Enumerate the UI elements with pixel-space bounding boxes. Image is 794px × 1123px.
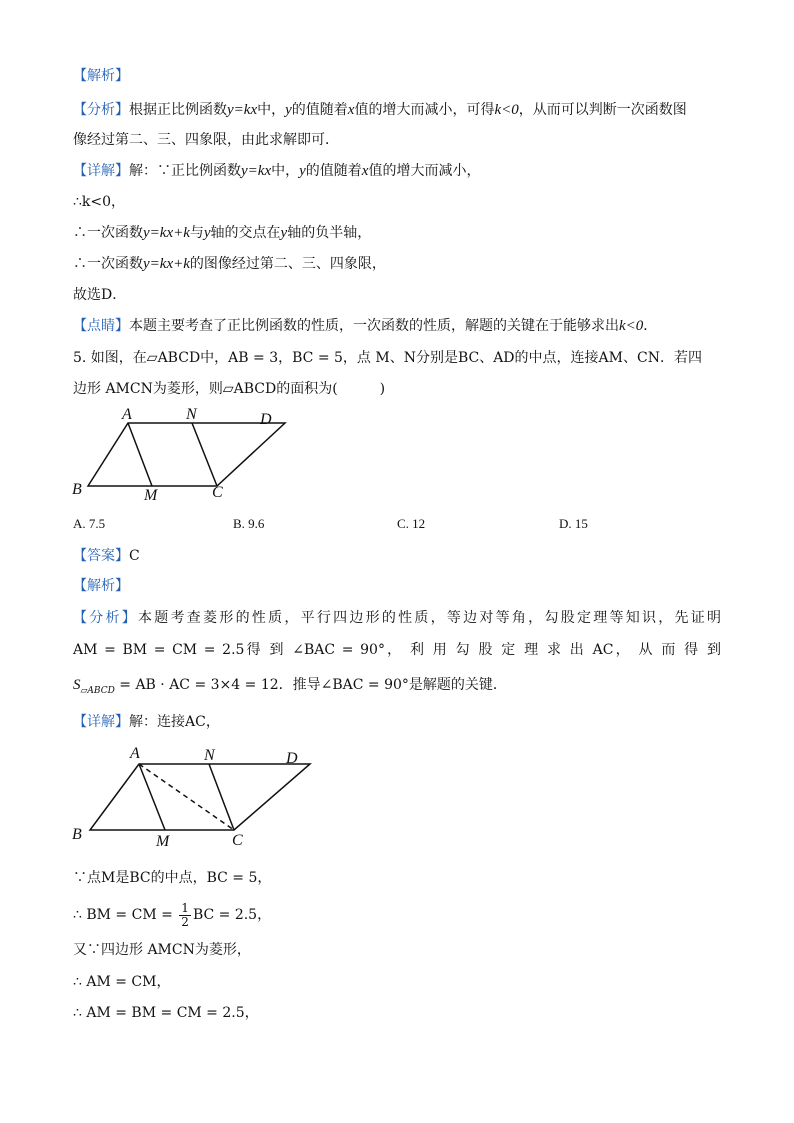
q5-fenxi-line3 <box>73 675 507 701</box>
text: 解：连接AC， <box>129 714 220 730</box>
label-C: C <box>232 832 243 849</box>
q4-dianjing <box>73 316 657 336</box>
text: ∴一次函数 <box>73 256 143 272</box>
text: 轴的负半轴， <box>287 225 372 241</box>
math: y <box>203 225 211 241</box>
math: k<0 <box>494 102 519 118</box>
text: ∴ BM = CM = <box>73 907 178 923</box>
q5-stem-line1: 5. 如图，在▱ABCD中，AB = 3，BC = 5，点 M、N分别是BC、AD的中点，连接AM、CN．若四 <box>73 350 702 366</box>
q5-answer <box>73 546 140 566</box>
math: y <box>299 163 306 179</box>
text: 的图像经过第二、三、四象限， <box>189 256 386 272</box>
label-B: B <box>72 481 82 498</box>
text: BC = 2.5， <box>192 907 272 923</box>
math: y=kx+k <box>143 225 190 241</box>
dianjing-tag: 【点睛】 <box>73 318 129 334</box>
q5-s1: ∵点M是BC的中点，BC = 5， <box>73 870 272 886</box>
text: 中， <box>271 163 300 179</box>
option-letter: D. <box>559 516 572 531</box>
q4-fenxi-line1 <box>73 100 687 120</box>
label-D: D <box>286 750 298 767</box>
parallelogram-figure-1 <box>60 402 290 507</box>
label-C: C <box>212 484 223 501</box>
math-subscript: ▱ABCD <box>80 685 115 696</box>
option-value: 9.6 <box>248 516 265 531</box>
jiexi-heading: 【解析】 <box>73 68 129 84</box>
math: S <box>73 677 81 693</box>
label-N: N <box>204 747 215 764</box>
label-B: B <box>72 826 82 843</box>
option-c[interactable] <box>397 516 425 532</box>
q4-fenxi-line2: 像经过第二、三、四象限，由此求解即可． <box>73 132 339 148</box>
text: 根据正比例函数 <box>129 102 227 118</box>
option-letter: A. <box>73 516 86 531</box>
math: x <box>347 102 355 118</box>
math: x <box>361 163 369 179</box>
text: 值的增大而减小， <box>368 163 481 179</box>
option-value: 7.5 <box>88 516 106 531</box>
text: ． <box>643 318 658 334</box>
label-M: M <box>156 833 170 850</box>
q5-fenxi-line2: AM = BM = CM = 2.5得 到 ∠BAC = 90°， 利 用 勾 股 定 理 求 出 AC， 从 而 得 到 <box>73 642 721 658</box>
answer-value: C <box>129 548 140 564</box>
label-A: A <box>122 406 132 423</box>
xiangjie-tag: 【详解】 <box>73 714 129 730</box>
math: y=kx+k <box>143 256 190 272</box>
math: y=kx <box>241 163 272 179</box>
q5-s5: ∴ AM = BM = CM = 2.5， <box>73 1005 259 1021</box>
option-a[interactable] <box>73 516 105 532</box>
fraction <box>179 902 191 929</box>
q4-step1: ∴k<0， <box>73 194 126 210</box>
q4-choose: 故选D． <box>73 287 127 303</box>
parallelogram-figure-2 <box>62 738 312 858</box>
math: k<0 <box>619 318 644 334</box>
q5-fenxi-line1 <box>73 608 721 628</box>
text: 与 <box>189 225 204 241</box>
math: y=kx <box>227 102 258 118</box>
q5-s2 <box>73 900 271 930</box>
text: ，从而可以判断一次函数图 <box>518 102 687 118</box>
q5-s4: ∴ AM = CM， <box>73 974 171 990</box>
math: y <box>285 102 292 118</box>
text: 的值随着 <box>291 102 348 118</box>
fraction-denominator: 2 <box>181 914 189 929</box>
text: 轴的交点在 <box>210 225 281 241</box>
q5-jiexi-heading: 【解析】 <box>73 578 129 594</box>
text: = AB · AC = 3×4 = 12．推导∠BAC = 90°是解题的关键． <box>114 677 507 693</box>
option-d[interactable] <box>559 516 588 532</box>
q4-step2 <box>73 223 371 243</box>
fenxi-tag: 【分析】 <box>73 102 129 118</box>
q5-xiangjie-line <box>73 712 220 732</box>
label-D: D <box>260 411 272 428</box>
option-value: 12 <box>412 516 426 531</box>
text: 中， <box>257 102 286 118</box>
text: 本题考查菱形的性质，平行四边形的性质，等边对等角，勾股定理等知识，先证明 <box>138 610 722 626</box>
option-b[interactable] <box>233 516 264 532</box>
q4-xiangjie-line <box>73 161 480 181</box>
fraction-numerator: 1 <box>181 900 189 915</box>
q5-stem-line2: 边形 AMCN为菱形，则▱ABCD的面积为( ) <box>73 381 386 397</box>
option-letter: C. <box>397 516 409 531</box>
math: y <box>280 225 288 241</box>
q4-step3 <box>73 254 386 274</box>
label-N: N <box>186 406 197 423</box>
text: 值的增大而减小，可得 <box>354 102 495 118</box>
text: ∴一次函数 <box>73 225 143 241</box>
option-letter: B. <box>233 516 245 531</box>
fenxi-tag: 【分析】 <box>73 610 139 626</box>
text: 本题主要考查了正比例函数的性质，一次函数的性质，解题的关键在于能够求出 <box>129 318 619 334</box>
answer-tag: 【答案】 <box>73 548 129 564</box>
xiangjie-tag: 【详解】 <box>73 163 129 179</box>
q5-s3: 又∵四边形 AMCN为菱形， <box>73 942 251 958</box>
label-A: A <box>130 745 140 762</box>
text: 的值随着 <box>305 163 362 179</box>
text: 解：∵正比例函数 <box>129 163 241 179</box>
option-value: 15 <box>574 516 588 531</box>
label-M: M <box>144 487 158 504</box>
